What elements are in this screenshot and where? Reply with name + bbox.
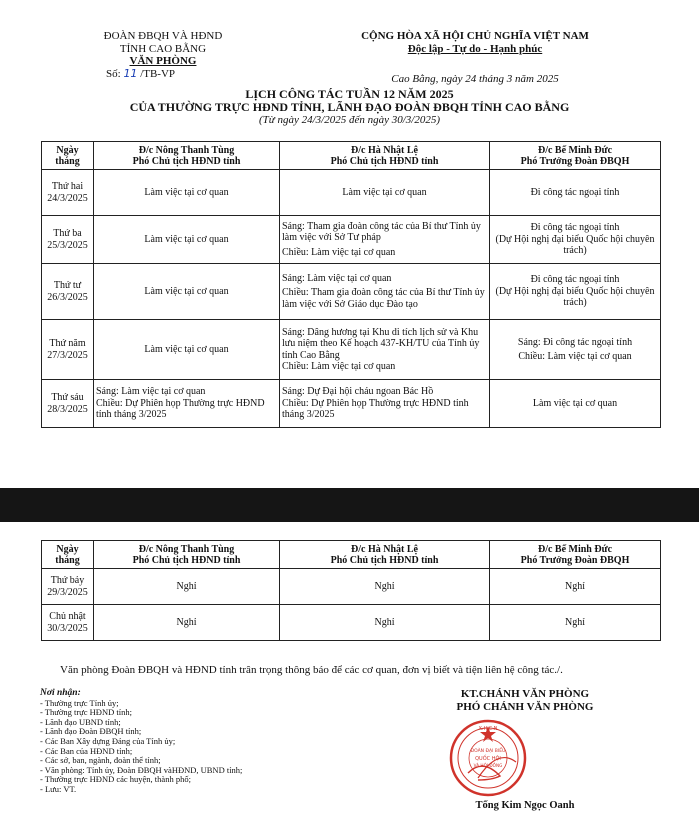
page-separator	[0, 488, 699, 522]
person3-cell: Đi công tác ngoại tỉnh (Dự Hội nghị đại biểu Quốc hội chuyên trách)	[490, 216, 661, 264]
person1-cell: Làm việc tại cơ quan	[94, 320, 280, 380]
col-header-day: Ngày tháng	[42, 142, 94, 170]
list-item: - Lãnh đạo UBND tỉnh;	[40, 716, 121, 727]
table-row	[42, 605, 661, 641]
official-seal-stamp	[448, 718, 528, 798]
day-cell: Thứ tư 26/3/2025	[42, 264, 94, 320]
person2-cell: Làm việc tại cơ quan	[280, 170, 490, 216]
list-item: - Các sở, ban, ngành, đoàn thể tỉnh;	[40, 755, 161, 766]
day-cell: Thứ sáu 28/3/2025	[42, 380, 94, 428]
table-header-row	[42, 541, 661, 569]
list-item: - Lưu: VT.	[40, 783, 77, 794]
title-period: (Từ ngày 24/3/2025 đến ngày 30/3/2025)	[258, 114, 441, 126]
person2-cell: Sáng: Làm việc tại cơ quan Chiều: Tham gia đoàn công tác của Bí thư Tỉnh ủy làm việc với Sở Giáo dục Đào tạo	[280, 264, 490, 320]
table-row	[42, 569, 661, 605]
seal-text-line3: VÀ HỘI ĐỒNG	[473, 763, 503, 768]
table-row	[42, 380, 661, 428]
list-item: - Thường trực HĐND tỉnh;	[40, 707, 132, 718]
doc-number-value: 11	[123, 66, 138, 80]
person1-cell: Làm việc tại cơ quan	[94, 216, 280, 264]
schedule-table-weekend	[41, 540, 661, 641]
person1-cell: Làm việc tại cơ quan	[94, 170, 280, 216]
person2-cell: Sáng: Dâng hương tại Khu di tích lịch sử và Khu lưu niệm theo Kế hoạch 437-KH/TU của Tỉnh ủy tỉnh Cao Bằng Chiều: Làm việc tại cơ quan	[280, 320, 490, 380]
page-2	[0, 522, 699, 817]
issuer-org-line1: ĐOÀN ĐBQH VÀ HĐND	[103, 30, 223, 42]
issuer-org-line3: VĂN PHÒNG	[129, 55, 197, 67]
table-row	[42, 170, 661, 216]
list-item: - Các Ban của HĐND tỉnh;	[40, 745, 133, 756]
list-item: - Thường trực Tỉnh ủy;	[40, 697, 119, 708]
person3-cell: Sáng: Đi công tác ngoại tỉnh Chiều: Làm việc tại cơ quan	[490, 320, 661, 380]
nation-title: CỘNG HÒA XÃ HỘI CHỦ NGHĨA VIỆT NAM	[361, 30, 589, 42]
signer-title-line1: KT.CHÁNH VĂN PHÒNG	[460, 688, 590, 700]
person2-cell: Sáng: Tham gia đoàn công tác của Bí thư Tỉnh ủy làm việc với Sở Tư pháp Chiều: Làm việc tại cơ quan	[280, 216, 490, 264]
national-header	[330, 30, 620, 55]
document-title	[0, 88, 699, 127]
col-header-person3: Đ/c Bế Minh Đức Phó Trưởng Đoàn ĐBQH	[490, 541, 661, 569]
list-item: - Các Ban Xây dựng Đảng của Tỉnh ủy;	[40, 735, 176, 746]
col-header-day: Ngày tháng	[42, 541, 94, 569]
table-row	[42, 216, 661, 264]
person1-cell: Nghỉ	[94, 605, 280, 641]
table-row	[42, 320, 661, 380]
person1-cell: Làm việc tại cơ quan	[94, 264, 280, 320]
person1-cell: Nghỉ	[94, 569, 280, 605]
seal-text-top: X.H.C.N	[478, 726, 498, 732]
title-line1: LỊCH CÔNG TÁC TUẦN 12 NĂM 2025	[245, 87, 454, 101]
dateline: Cao Bằng, ngày 24 tháng 3 năm 2025	[391, 73, 559, 85]
document-number	[106, 68, 238, 81]
col-header-person1: Đ/c Nông Thanh Tùng Phó Chủ tịch HĐND tỉnh	[94, 142, 280, 170]
issuer-org-line2: TỈNH CAO BẰNG	[119, 42, 207, 55]
closing-statement: Văn phòng Đoàn ĐBQH và HĐND tỉnh trân trọng thông báo để các cơ quan, đơn vị biết và tiện liên hệ công tác./.	[60, 664, 563, 676]
day-cell: Thứ ba 25/3/2025	[42, 216, 94, 264]
person3-cell: Nghỉ	[490, 605, 661, 641]
person3-cell: Đi công tác ngoại tỉnh (Dự Hội nghị đại biểu Quốc hội chuyên trách)	[490, 264, 661, 320]
title-line2: CỦA THƯỜNG TRỰC HĐND TỈNH, LÃNH ĐẠO ĐOÀN ĐBQH TỈNH CAO BẰNG	[129, 100, 570, 114]
recipients-list	[40, 689, 340, 795]
person3-cell: Nghỉ	[490, 569, 661, 605]
day-cell: Thứ hai 24/3/2025	[42, 170, 94, 216]
table-row	[42, 264, 661, 320]
recipients-heading: Nơi nhận:	[40, 688, 81, 698]
person2-cell: Nghỉ	[280, 605, 490, 641]
doc-number-suffix: /TB-VP	[140, 67, 176, 80]
seal-text-line2: QUỐC HỘI	[475, 756, 501, 762]
list-item: - Lãnh đạo Đoàn ĐBQH tỉnh;	[40, 726, 142, 737]
col-header-person2: Đ/c Hà Nhật Lệ Phó Chủ tịch HĐND tỉnh	[280, 541, 490, 569]
person1-cell: Sáng: Làm việc tại cơ quan Chiều: Dự Phiên họp Thường trực HĐND tỉnh tháng 3/2025	[94, 380, 280, 428]
schedule-table-weekdays	[41, 141, 661, 428]
col-header-person2: Đ/c Hà Nhật Lệ Phó Chủ tịch HĐND tỉnh	[280, 142, 490, 170]
day-cell: Thứ năm 27/3/2025	[42, 320, 94, 380]
col-header-person1: Đ/c Nông Thanh Tùng Phó Chủ tịch HĐND tỉnh	[94, 541, 280, 569]
person2-cell: Nghỉ	[280, 569, 490, 605]
signer-name: Tống Kim Ngọc Oanh	[475, 800, 575, 811]
person2-cell: Sáng: Dự Đại hội cháu ngoan Bác Hồ Chiều: Dự Phiên họp Thường trực HĐND tỉnh tháng 3/2025	[280, 380, 490, 428]
person3-cell: Làm việc tại cơ quan	[490, 380, 661, 428]
day-cell: Thứ bảy 29/3/2025	[42, 569, 94, 605]
table-header-row	[42, 142, 661, 170]
person3-cell: Đi công tác ngoại tỉnh	[490, 170, 661, 216]
seal-text-line1: ĐOÀN ĐẠI BIỂU	[470, 749, 506, 754]
motto: Độc lập - Tự do - Hạnh phúc	[407, 42, 543, 55]
issuer-block	[88, 30, 238, 80]
doc-number-prefix: Số:	[106, 67, 121, 80]
list-item: - Thường trực HĐND các huyện, thành phố;	[40, 774, 191, 785]
list-item: - Văn phòng: Tỉnh ủy, Đoàn ĐBQH vàHĐND, UBND tỉnh;	[40, 764, 243, 775]
day-cell: Chủ nhật 30/3/2025	[42, 605, 94, 641]
signer-title-line2: PHÓ CHÁNH VĂN PHÒNG	[456, 700, 594, 713]
col-header-person3: Đ/c Bế Minh Đức Phó Trưởng Đoàn ĐBQH	[490, 142, 661, 170]
